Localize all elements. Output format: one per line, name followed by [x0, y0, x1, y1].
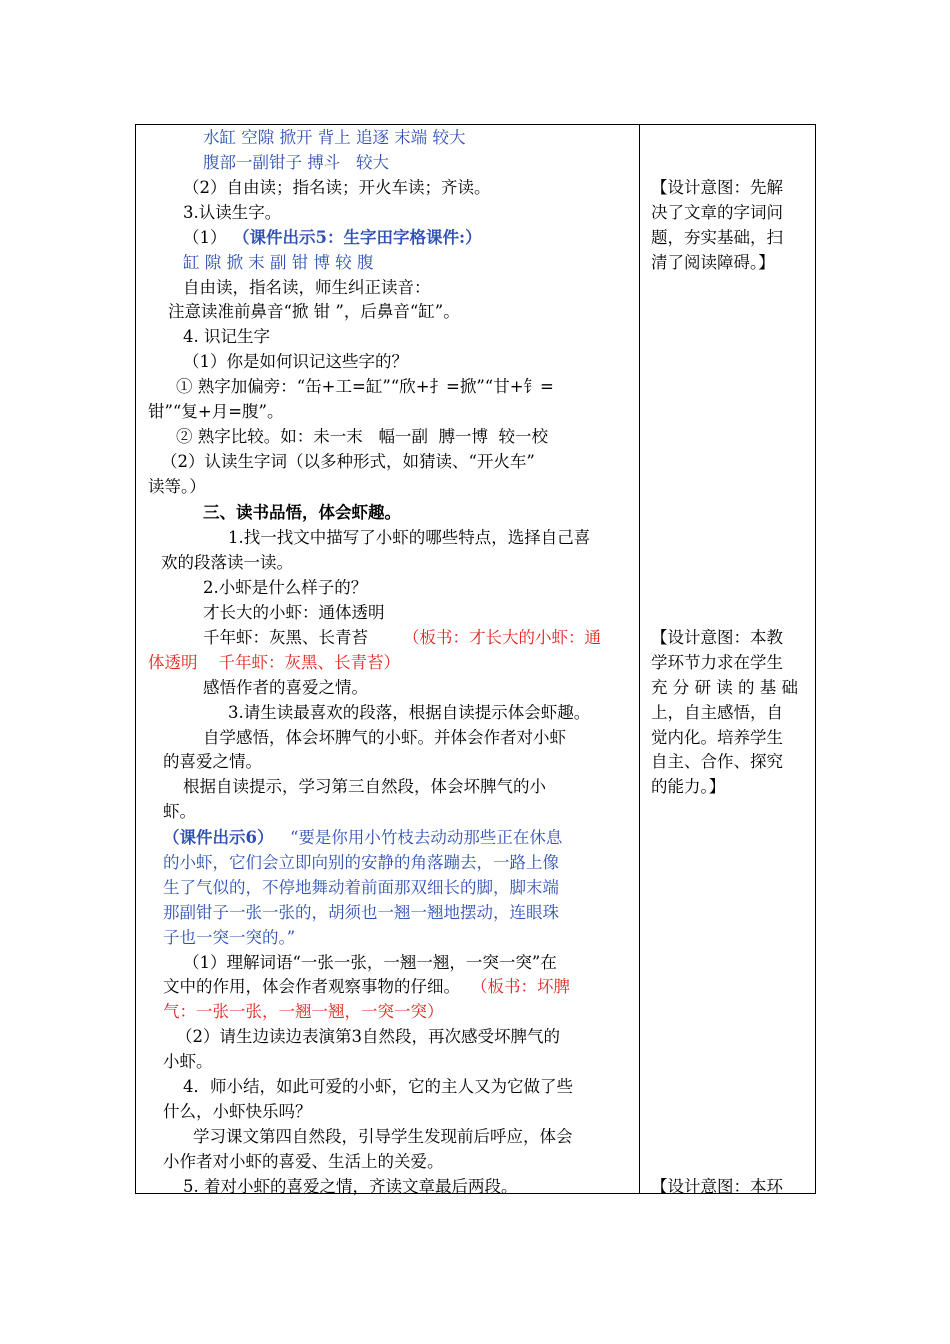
feel-affection: 感悟作者的喜爱之情。 — [203, 678, 368, 697]
task-2: 2.小虾是什么样子的？ — [203, 578, 368, 597]
task-1-cont: 欢的段落读一读。 — [161, 553, 293, 572]
quote-line-4: 那副钳子一张一张的，胡须也一翘一翘地摆动，连眼珠 — [163, 903, 559, 922]
act-out: （2）请生边读边表演第3自然段，再次感受坏脾气的 — [176, 1027, 560, 1046]
memory-question: （1）你是如何识记这些字的？ — [183, 352, 408, 371]
word-understanding: （1）理解词语“一张一张，一翘一翘，一突一突”在 — [183, 953, 557, 972]
step-3-heading: 3.认读生字。 — [183, 203, 282, 222]
vocab-line-2: 腹部一副钳子 搏斗 较大 — [203, 153, 389, 172]
board-note-1-cont: 体透明 千年虾：灰黑、长青苔） — [148, 653, 400, 672]
sub-1-label: （1） — [183, 228, 227, 247]
design-note-2-line-4: 上，自主感悟，自 — [651, 703, 783, 722]
board-note-2: （板书：坏脾 — [471, 977, 570, 996]
new-characters: 缸 隙 掀 末 副 钳 博 较 腹 — [183, 253, 374, 272]
board-note-1: （板书：才长大的小虾：通 — [403, 628, 601, 647]
radical-method-cont: 钳”“复+月=腹”。 — [148, 402, 284, 421]
reading-methods: （2）自由读；指名读；开火车读；齐读。 — [183, 178, 491, 197]
courseware-5-label: （课件出示5：生字田字格课件:） — [233, 228, 482, 247]
design-note-2-line-2: 学环节力求在学生 — [651, 653, 783, 672]
design-note-2-line-7: 的能力。】 — [651, 777, 726, 796]
radical-method: ① 熟字加偏旁：“缶+工=缸”“欣+扌=掀”“甘+钅= — [176, 377, 554, 396]
design-note-2-line-1: 【设计意图：本教 — [651, 628, 783, 647]
para-3-study-cont: 虾。 — [163, 802, 196, 821]
design-note-1-line-3: 题，夯实基础，扫 — [651, 228, 783, 247]
para-4-study-cont: 小作者对小虾的喜爱、生活上的关爱。 — [163, 1152, 444, 1171]
design-note-2-line-5: 觉内化。培养学生 — [651, 728, 783, 747]
quote-line-2: 的小虾，它们会立即向别的安静的角落蹦去，一路上像 — [163, 853, 559, 872]
quote-line-3: 生了气似的，不停地舞动着前面那双细长的脚，脚末端 — [163, 878, 559, 897]
recognize-words-cont: 读等。） — [148, 477, 206, 496]
courseware-6-label: （课件出示6） — [163, 828, 274, 847]
task-1: 1.找一找文中描写了小虾的哪些特点，选择自己喜 — [228, 528, 591, 547]
para-3-study: 根据自读提示，学习第三自然段，体会坏脾气的小 — [183, 777, 546, 796]
design-note-1-line-2: 决了文章的字词问 — [651, 203, 783, 222]
design-note-1-line-1: 【设计意图：先解 — [651, 178, 783, 197]
old-shrimp: 千年虾：灰黑、长青苔 — [203, 628, 368, 647]
teacher-summary-cont: 什么，小虾快乐吗？ — [163, 1102, 312, 1121]
column-divider — [639, 124, 640, 1194]
compare-method: ② 熟字比较。如：未一末 幅一副 膊一博 较一校 — [176, 427, 548, 446]
design-note-1-line-4: 清了阅读障碍。】 — [651, 253, 775, 272]
design-note-2-line-3: 充 分 研 读 的 基 础 — [651, 678, 798, 697]
word-understanding-cont: 文中的作用，体会作者观察事物的仔细。 — [163, 977, 460, 996]
section-3-heading: 三、读书品悟，体会虾趣。 — [203, 503, 401, 522]
design-note-2-line-6: 自主、合作、探究 — [651, 752, 783, 771]
reading-correction: 自由读，指名读，师生纠正读音： — [183, 278, 431, 297]
task-3: 3.请生读最喜欢的段落，根据自读提示体会虾趣。 — [228, 703, 591, 722]
design-note-3-line-1: 【设计意图：本环 — [651, 1177, 783, 1196]
pronunciation-note: 注意读准前鼻音“掀 钳 ”，后鼻音“缸”。 — [168, 302, 460, 321]
board-note-2-cont: 气：一张一张，一翘一翘，一突一突） — [163, 1002, 444, 1021]
quote-line-5: 子也一突一突的。” — [163, 928, 296, 947]
young-shrimp: 才长大的小虾：通体透明 — [203, 603, 385, 622]
self-study-cont: 的喜爱之情。 — [163, 752, 262, 771]
vocab-line-1: 水缸 空隙 掀开 背上 追逐 末端 较大 — [203, 128, 466, 147]
recognize-words: （2）认读生字词（以多种形式，如猜读、“开火车” — [161, 452, 535, 471]
final-reading: 5. 着对小虾的喜爱之情，齐读文章最后两段。 — [183, 1177, 518, 1196]
act-out-cont: 小虾。 — [163, 1052, 213, 1071]
quote-line-1: “要是你用小竹枝去动动那些正在休息 — [290, 828, 563, 847]
teacher-summary: 4．师小结，如此可爱的小虾，它的主人又为它做了些 — [183, 1077, 573, 1096]
step-4-heading: 4. 识记生字 — [183, 327, 270, 346]
self-study: 自学感悟，体会坏脾气的小虾。并体会作者对小虾 — [203, 728, 566, 747]
para-4-study: 学习课文第四自然段，引导学生发现前后呼应，体会 — [193, 1127, 573, 1146]
